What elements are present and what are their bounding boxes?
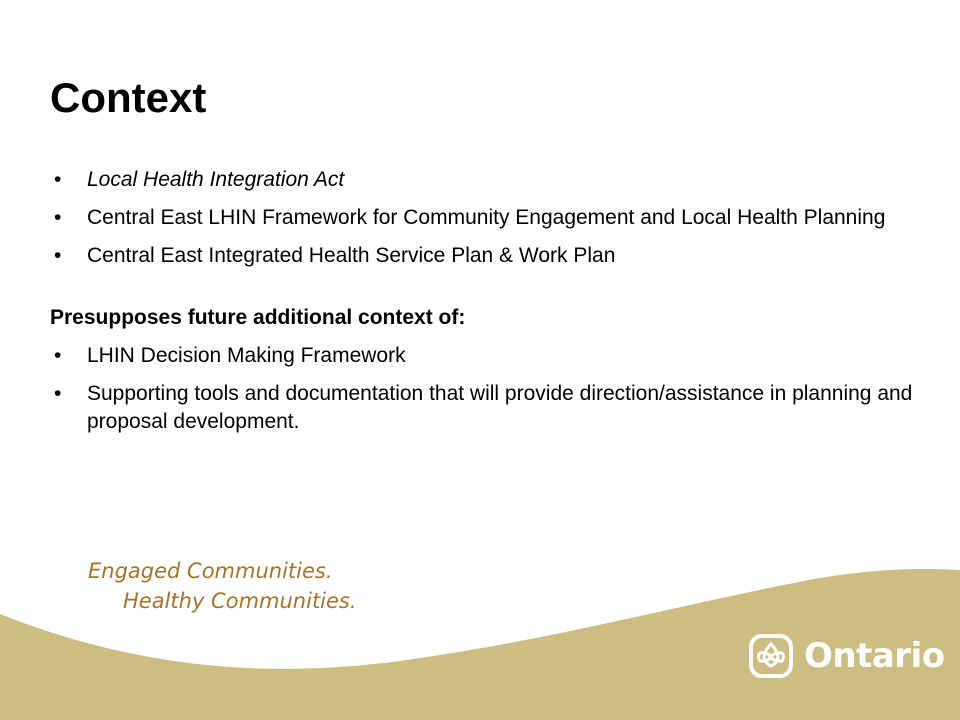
slide-content [50,166,920,446]
tagline-line-2: Healthy Communities. [123,589,357,613]
sub-bullet-list [50,342,920,436]
bullet-marker: • [54,206,62,229]
bullet-text: Local Health Integration Act [87,168,345,191]
bullet-list [50,166,920,270]
bullet-item [50,342,920,370]
bullet-item [50,380,920,436]
bullet-text: Central East LHIN Framework for Community Engagement and Local Health Planning [87,206,886,229]
bullet-item [50,204,920,232]
bullet-text: Supporting tools and documentation that will provide direction/assistance in planning and proposal development. [87,382,913,433]
ontario-logo [748,632,945,680]
bullet-marker: • [54,168,62,191]
slide-title: Context [50,74,207,121]
bullet-item [50,166,920,194]
bullet-marker: • [54,244,62,267]
bullet-text: LHIN Decision Making Framework [87,344,406,367]
bullet-item [50,242,920,270]
tagline-line-1: Engaged Communities. [88,559,333,583]
subheading: Presupposes future additional context of: [50,306,466,329]
ontario-wordmark: Ontario [804,636,945,676]
trillium-icon [748,633,794,679]
bullet-text: Central East Integrated Health Service Plan & Work Plan [87,244,616,267]
bullet-marker: • [54,344,62,367]
bullet-marker: • [54,382,62,405]
